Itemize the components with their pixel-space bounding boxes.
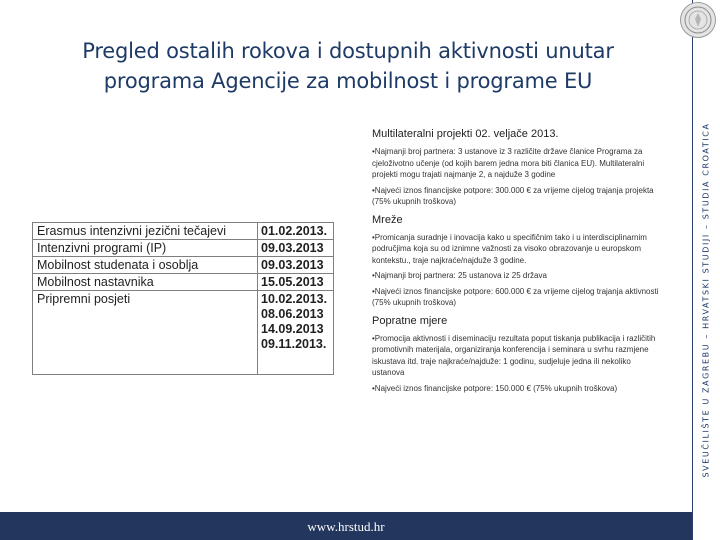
date-cell: 09.03.2013	[258, 240, 334, 257]
footer-bar	[0, 512, 692, 540]
table-row	[33, 240, 334, 257]
section-heading: Popratne mjere	[372, 314, 448, 327]
section-heading: Multilateralni projekti 02. veljače 2013.	[372, 128, 559, 140]
bullet-item: •Promicanja suradnje i inovacija kako u specifičnim tako i u interdisciplinarnim područjima koja su od iznimne važnosti za visoko obrazovanje u europskom kontekstu., traje najkraće/najduže 3 godine.	[372, 232, 647, 265]
seal-emblem-icon	[683, 5, 713, 35]
table-row	[33, 223, 334, 240]
website-link[interactable]: www.hrstud.hr	[307, 519, 385, 534]
bullet-item: •Najveći iznos financijske potpore: 300.000 € za vrijeme cijelog trajanja projekta (75% ukupnih troškova)	[372, 185, 654, 206]
bullet-item: •Najveći iznos financijske potpore: 600.000 € za vrijeme cijelog trajanja aktivnosti (75% ukupnih troškova)	[372, 286, 659, 307]
side-banner-text: SVEUČILIŠTE U ZAGREBU – HRVATSKI STUDIJI – STUDIA CROATICA	[701, 122, 711, 478]
section-multilateral-projects	[372, 128, 662, 208]
program-cell: Intenzivni programi (IP)	[33, 240, 258, 257]
bullet-item: •Najmanji broj partnera: 25 ustanova iz 25 država	[372, 271, 547, 280]
program-cell: Mobilnost nastavnika	[33, 274, 258, 291]
content-column	[372, 128, 662, 400]
table-row	[33, 274, 334, 291]
program-cell: Erasmus intenzivni jezični tečajevi	[33, 223, 258, 240]
slide-title	[28, 36, 668, 96]
bullet-item: •Promocija aktivnosti i diseminaciju rezultata poput tiskanja publikacija i različitih promotivnih materijala, organiziranja konferencija i seminara u svrhu razmjene iskustava itd. traje najkraće/najduže: 1 godinu, sudjeluje jedna ili nekoliko ustanova	[372, 333, 656, 377]
date-line: 14.09.2013	[261, 322, 324, 336]
section-accompanying-measures	[372, 315, 662, 395]
program-cell: Mobilnost studenata i osoblja	[33, 257, 258, 274]
bullet-item: •Najveći iznos financijske potpore: 150.000 € (75% ukupnih troškova)	[372, 383, 618, 393]
date-cell: 15.05.2013	[258, 274, 334, 291]
date-cell: 09.03.2013	[258, 257, 334, 274]
date-line: 08.06.2013	[261, 307, 324, 321]
bullet-item: •Najmanji broj partnera: 3 ustanove iz 3 različite države članice Programa za cjeloživotno učenje (od kojih barem jedna mora biti članica EU). Multilateralni projekti mogu trajati najmanje 2, a najduže 3 godine	[372, 147, 645, 179]
title-line-1: Pregled ostalih rokova i dostupnih aktivnosti unutar	[82, 39, 614, 63]
university-seal-icon	[680, 2, 716, 38]
program-cell: Pripremni posjeti	[33, 291, 258, 375]
table-row	[33, 257, 334, 274]
deadlines-table	[32, 222, 334, 375]
date-cell: 01.02.2013.	[258, 223, 334, 240]
date-cell-multi	[258, 291, 334, 375]
section-networks	[372, 214, 662, 309]
date-line: 10.02.2013.	[261, 292, 328, 306]
date-line: 09.11.2013.	[261, 337, 327, 351]
title-line-2: programa Agencije za mobilnost i programe EU	[103, 69, 593, 93]
table-row	[33, 291, 334, 375]
section-heading: Mreže	[372, 213, 403, 226]
